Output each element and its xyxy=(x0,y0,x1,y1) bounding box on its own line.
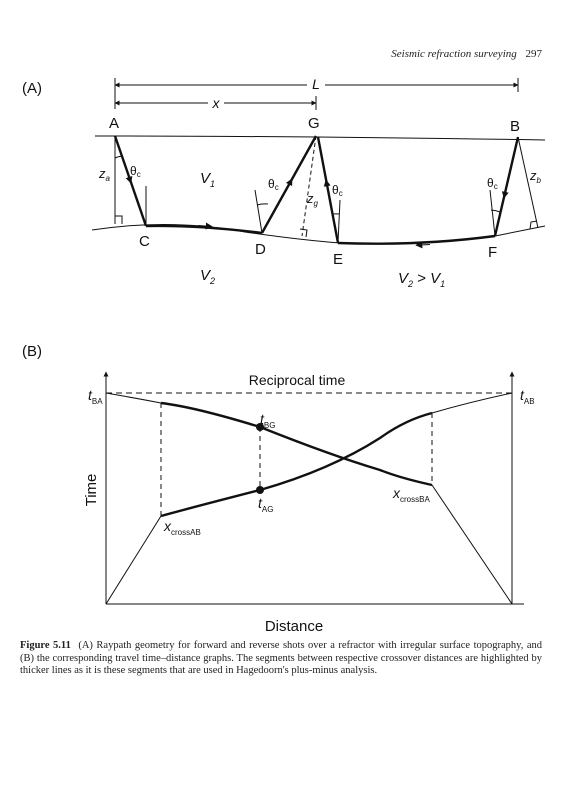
velocity-v1-label: $V_1$ xyxy=(200,170,216,189)
label-xcrossBA: $x_{crossBA}$ xyxy=(393,485,430,504)
label-xcrossAB: $x_{crossAB}$ xyxy=(164,518,201,537)
label-tAB: $t_{AB}$ xyxy=(520,387,535,406)
depth-za-label: $z_a$ xyxy=(99,166,110,183)
refractor-interface xyxy=(92,224,545,243)
point-E-label: E xyxy=(333,251,344,268)
point-D-label: D xyxy=(255,241,266,258)
panel-b-label: (B) xyxy=(22,343,42,360)
ground-surface xyxy=(95,136,545,140)
depth-zg-label: $z_g$ xyxy=(307,191,318,208)
dimension-x-label: x xyxy=(212,95,220,111)
forward-traveltime-curve xyxy=(161,413,432,516)
point-tAG xyxy=(256,486,264,494)
running-title: Seismic refraction surveying xyxy=(391,48,517,60)
label-tBA: $t_{BA}$ xyxy=(88,387,103,406)
point-F-label: F xyxy=(488,244,498,261)
velocity-v2-label: $V_2$ xyxy=(200,267,216,286)
panel-a-diagram xyxy=(92,76,545,289)
dimension-L-label: L xyxy=(312,76,320,92)
panel-a-label: (A) xyxy=(22,80,42,97)
figure-number: Figure 5.11 xyxy=(20,640,71,651)
panel-b-graph xyxy=(83,372,535,635)
velocity-relation-label: $V_2 > V_1$ xyxy=(398,270,446,289)
theta-c-label-A: θc xyxy=(130,164,141,179)
reciprocal-time-label: Reciprocal time xyxy=(248,372,346,388)
point-B-label: B xyxy=(510,118,521,135)
x-axis-label: Distance xyxy=(264,618,324,635)
theta-c-label-E: θc xyxy=(332,183,343,198)
reverse-traveltime-curve xyxy=(161,403,432,485)
figure-caption xyxy=(20,640,542,678)
label-tBG: $t_{BG}$ xyxy=(260,411,276,430)
point-G-label: G xyxy=(308,115,320,132)
y-axis-label: Time xyxy=(83,473,100,507)
page-number: 297 xyxy=(525,48,542,60)
label-tAG: $t_{AG}$ xyxy=(258,495,274,514)
theta-c-label-D: θc xyxy=(268,177,279,192)
point-C-label: C xyxy=(139,233,150,250)
depth-zb-label: $z_b$ xyxy=(530,168,541,185)
caption-text: (A) Raypath geometry for forward and reverse shots over a refractor with irregular surface topography, and (B) the corresponding travel time–distance graphs. The segments between respective crossover distances are highlighted by thicker lines as it is these segments that are used in Hagedoorn's plus-minus analysis. xyxy=(20,640,542,676)
theta-c-label-F: θc xyxy=(487,176,498,191)
point-A-label: A xyxy=(109,115,120,132)
